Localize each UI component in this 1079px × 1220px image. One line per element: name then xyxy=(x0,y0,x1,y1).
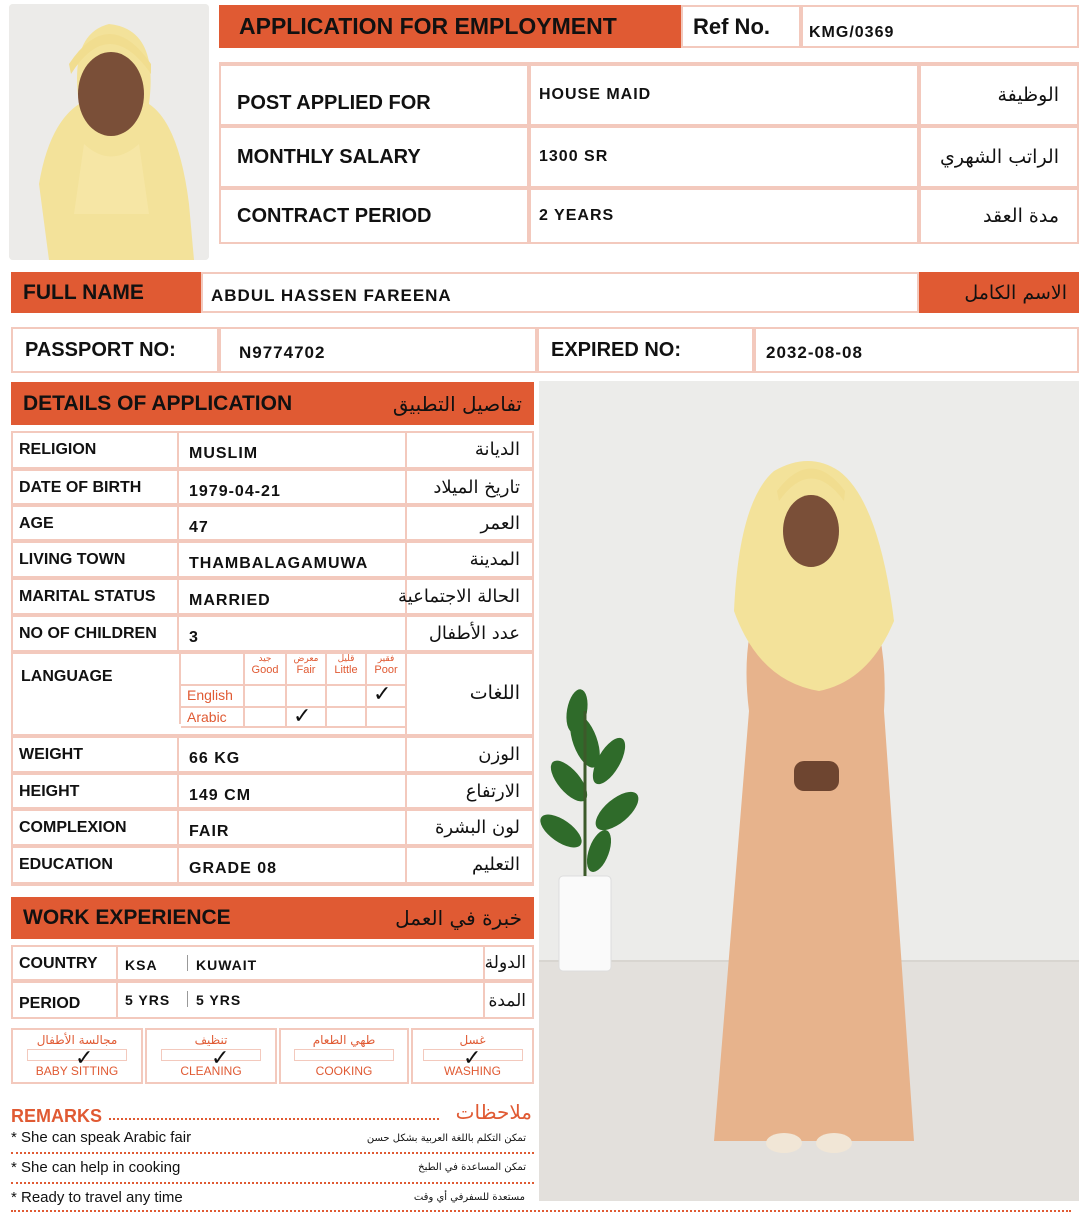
ref-label-box xyxy=(681,5,801,48)
complexion-label-ar: لون البشرة xyxy=(434,817,520,838)
remark-3-ar: مستعدة للسفرفي أي وقت xyxy=(413,1192,525,1203)
work-period-row xyxy=(11,981,534,1019)
details-title: DETAILS OF APPLICATION xyxy=(23,391,293,415)
skill-cleaning xyxy=(145,1028,277,1084)
complexion-label: COMPLEXION xyxy=(19,819,127,836)
expired-label: EXPIRED NO: xyxy=(551,338,682,361)
post-label-ar: الوظيفة xyxy=(997,84,1059,106)
remark-line-2 xyxy=(11,1156,534,1184)
education-value: GRADE 08 xyxy=(189,860,278,877)
level-good-en: Good xyxy=(251,664,279,676)
period-value-2: 5 YRS xyxy=(196,992,242,1008)
passport-label: PASSPORT NO: xyxy=(25,338,176,361)
skill-washing-en: WASHING xyxy=(444,1064,501,1078)
passport-value: N9774702 xyxy=(239,343,326,362)
salary-label: MONTHLY SALARY xyxy=(237,145,421,168)
remark-line-3 xyxy=(11,1186,1071,1212)
english-poor-check-icon: ✓ xyxy=(373,682,392,707)
level-header-fair xyxy=(285,654,325,684)
remark-1-ar: تمكن التكلم باللغة العربية بشكل حسن xyxy=(366,1133,526,1144)
level-header-poor xyxy=(365,654,405,684)
skill-cooking xyxy=(279,1028,409,1084)
passport-value-cell xyxy=(219,327,537,373)
detail-row-children xyxy=(11,615,534,652)
ref-label: Ref No. xyxy=(693,13,770,39)
skill-washing-ar: غسل xyxy=(459,1033,486,1047)
contract-label-ar: مدة العقد xyxy=(983,205,1059,227)
language-label-ar: اللغات xyxy=(469,682,520,704)
age-label: AGE xyxy=(19,515,54,532)
job-row-contract-value-cell xyxy=(529,188,919,244)
language-grid xyxy=(179,654,405,729)
remark-line-1 xyxy=(11,1128,534,1154)
detail-row-age xyxy=(11,505,534,541)
religion-label: RELIGION xyxy=(19,441,97,458)
work-country-row xyxy=(11,945,534,981)
level-little-en: Little xyxy=(334,664,358,676)
town-label-ar: المدينة xyxy=(469,549,520,570)
expired-value: 2032-08-08 xyxy=(766,343,863,362)
job-row-salary-value-cell xyxy=(529,126,919,188)
level-fair-en: Fair xyxy=(296,664,316,676)
full-body-photo xyxy=(539,381,1079,1201)
marital-label-ar: الحالة الاجتماعية xyxy=(398,586,520,607)
arabic-row xyxy=(181,706,407,728)
details-header xyxy=(11,382,534,425)
contract-value: 2 YEARS xyxy=(539,207,615,224)
age-label-ar: العمر xyxy=(480,513,520,534)
ref-value: KMG/0369 xyxy=(809,23,895,41)
period-label: PERIOD xyxy=(19,995,81,1012)
skill-baby-sitting-check-icon: ✓ xyxy=(75,1046,94,1071)
skill-baby-sitting-ar: مجالسة الأطفال xyxy=(36,1033,118,1047)
children-label: NO OF CHILDREN xyxy=(19,625,157,642)
age-value: 47 xyxy=(189,519,209,536)
fullname-value: ABDUL HASSEN FAREENA xyxy=(211,285,452,305)
weight-label-ar: الوزن xyxy=(478,744,520,765)
marital-value: MARRIED xyxy=(189,592,271,609)
religion-value: MUSLIM xyxy=(189,445,259,462)
remark-2-ar: تمكن المساعدة في الطبخ xyxy=(418,1162,526,1173)
remark-2-en: * She can help in cooking xyxy=(11,1159,181,1176)
country-value-1: KSA xyxy=(125,957,158,973)
fullname-label-box xyxy=(11,272,201,313)
passport-label-cell xyxy=(11,327,219,373)
dob-label-ar: تاريخ الميلاد xyxy=(433,477,520,498)
detail-row-height xyxy=(11,773,534,809)
remark-3-en: * Ready to travel any time xyxy=(11,1189,183,1206)
skill-cleaning-ar: تنظيف xyxy=(194,1033,228,1047)
work-title-ar: خبرة في العمل xyxy=(395,906,522,930)
children-value: 3 xyxy=(189,629,199,646)
arabic-label: Arabic xyxy=(187,709,227,725)
religion-label-ar: الديانة xyxy=(474,439,520,460)
period-value-1: 5 YRS xyxy=(125,992,171,1008)
portrait-photo xyxy=(9,4,209,260)
skill-cooking-en: COOKING xyxy=(315,1064,373,1078)
ref-value-box xyxy=(801,5,1079,48)
fullname-ar-box xyxy=(919,272,1079,313)
work-header xyxy=(11,897,534,939)
remarks-label-ar: ملاحظات xyxy=(455,1100,532,1124)
detail-row-marital xyxy=(11,578,534,615)
town-value: THAMBALAGAMUWA xyxy=(189,555,369,572)
dob-label: DATE OF BIRTH xyxy=(19,479,142,496)
job-row-post-label-cell xyxy=(219,64,529,126)
height-value: 149 CM xyxy=(189,787,252,804)
detail-row-religion xyxy=(11,431,534,469)
language-label: LANGUAGE xyxy=(21,668,113,685)
education-label: EDUCATION xyxy=(19,856,113,873)
country-label-ar: الدولة xyxy=(484,953,526,973)
weight-label: WEIGHT xyxy=(19,746,83,763)
job-row-contract-ar-cell xyxy=(919,188,1079,244)
level-poor-en: Poor xyxy=(374,664,398,676)
english-label: English xyxy=(187,687,233,703)
language-row xyxy=(11,652,534,736)
title-bar xyxy=(219,5,681,48)
dob-value: 1979-04-21 xyxy=(189,483,281,500)
children-label-ar: عدد الأطفال xyxy=(428,623,520,644)
skill-washing-check-icon: ✓ xyxy=(463,1046,482,1071)
page-title: APPLICATION FOR EMPLOYMENT xyxy=(239,13,617,39)
salary-value: 1300 SR xyxy=(539,148,609,165)
detail-row-education xyxy=(11,846,534,884)
period-label-ar: المدة xyxy=(488,991,526,1011)
arabic-fair-check-icon: ✓ xyxy=(293,704,312,729)
post-value: HOUSE MAID xyxy=(539,86,652,103)
skill-cooking-ar: طهي الطعام xyxy=(312,1033,376,1047)
detail-row-town xyxy=(11,541,534,578)
level-header-good xyxy=(243,654,285,684)
job-row-post-value-cell xyxy=(529,64,919,126)
detail-row-dob xyxy=(11,469,534,505)
fullname-value-box xyxy=(201,272,919,313)
contract-label: CONTRACT PERIOD xyxy=(237,204,432,227)
expired-value-cell xyxy=(754,327,1079,373)
job-row-salary-ar-cell xyxy=(919,126,1079,188)
skill-cleaning-en: CLEANING xyxy=(180,1064,242,1078)
fullname-label: FULL NAME xyxy=(23,280,144,304)
work-title: WORK EXPERIENCE xyxy=(23,906,231,929)
marital-label: MARITAL STATUS xyxy=(19,588,156,605)
remarks-section xyxy=(11,1100,534,1215)
remark-1-en: * She can speak Arabic fair xyxy=(11,1129,192,1146)
skills-row xyxy=(11,1028,534,1084)
country-value-2: KUWAIT xyxy=(196,957,258,973)
job-row-salary-label-cell xyxy=(219,126,529,188)
job-row-post-ar-cell xyxy=(919,64,1079,126)
level-little-ar: قليل xyxy=(337,654,355,664)
skill-cleaning-check-icon: ✓ xyxy=(211,1046,230,1071)
level-fair-ar: معرض xyxy=(293,654,319,664)
details-title-ar: تفاصيل التطبيق xyxy=(392,391,522,416)
fullname-label-ar: الاسم الكامل xyxy=(964,281,1067,304)
education-label-ar: التعليم xyxy=(472,854,520,875)
height-label: HEIGHT xyxy=(19,783,80,800)
salary-label-ar: الراتب الشهري xyxy=(940,146,1059,168)
skill-washing xyxy=(411,1028,534,1084)
level-good-ar: جيد xyxy=(258,654,272,664)
weight-value: 66 KG xyxy=(189,750,241,767)
detail-row-weight xyxy=(11,736,534,773)
job-row-contract-label-cell xyxy=(219,188,529,244)
english-row xyxy=(181,684,407,706)
level-poor-ar: فقير xyxy=(377,654,395,664)
skill-baby-sitting xyxy=(11,1028,143,1084)
expired-label-cell xyxy=(537,327,754,373)
remarks-label: REMARKS xyxy=(11,1106,103,1126)
complexion-value: FAIR xyxy=(189,823,230,840)
town-label: LIVING TOWN xyxy=(19,551,126,568)
post-label: POST APPLIED FOR xyxy=(237,91,431,114)
level-header-little xyxy=(325,654,365,684)
skill-baby-sitting-en: BABY SITTING xyxy=(35,1064,119,1078)
country-label: COUNTRY xyxy=(19,955,98,972)
detail-row-complexion xyxy=(11,809,534,846)
height-label-ar: الارتفاع xyxy=(465,781,520,802)
